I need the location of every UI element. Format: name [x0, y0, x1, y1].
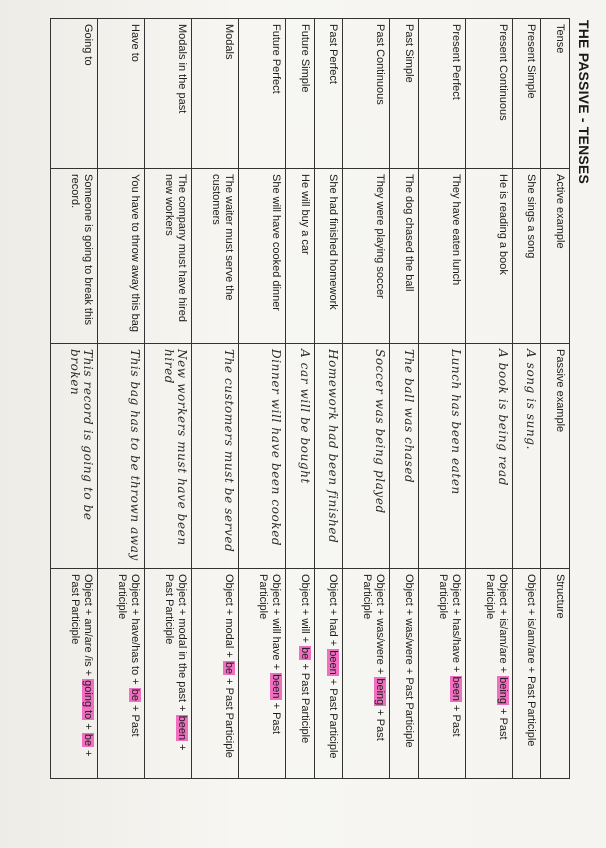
header-passive-example: Passive example [541, 344, 570, 569]
tense-cell: Future Simple [286, 19, 315, 169]
active-example-cell: They were playing soccer [343, 169, 390, 344]
highlighted-word: been [449, 676, 462, 701]
table-row [465, 19, 512, 779]
active-example-cell: You have to throw away this bag [98, 169, 145, 344]
active-example-cell: He is reading a book [465, 169, 512, 344]
structure-cell: Object + is/am/are + Past Participle [512, 569, 541, 779]
passive-example-cell: A song is sung. [512, 344, 541, 569]
highlighted-word: going to [82, 680, 95, 720]
header-active-example: Active example [541, 169, 570, 344]
active-example-cell: Someone is going to break this record. [51, 169, 98, 344]
header-tense: Tense [541, 19, 570, 169]
tense-cell: Past Simple [390, 19, 419, 169]
table-row [512, 19, 541, 779]
structure-cell: Object + will have + been + Past Participle [239, 569, 286, 779]
structure-cell: Object + modal + be + Past Participle [192, 569, 239, 779]
table-body [51, 19, 570, 779]
highlighted-word: been [176, 715, 189, 741]
tense-cell: Have to [98, 19, 145, 169]
active-example-cell: She sings a song [512, 169, 541, 344]
tense-cell: Modals in the past [145, 19, 192, 169]
highlighted-word: be [82, 733, 95, 747]
passive-example-cell: Dinner will have been cooked [239, 344, 286, 569]
active-example-cell: He will buy a car [286, 169, 315, 344]
passive-example-cell: Homework had been finished [314, 344, 343, 569]
table-row [390, 19, 419, 779]
active-example-cell: The dog chased the ball [390, 169, 419, 344]
tense-cell: Present Simple [512, 19, 541, 169]
passive-example-cell: Soccer was being played [343, 344, 390, 569]
highlighted-word: been [327, 650, 340, 675]
tense-cell: Modals [192, 19, 239, 169]
table-row [286, 19, 315, 779]
tense-cell: Present Continuous [465, 19, 512, 169]
structure-cell: Object + has/have + been + Past Participle [418, 569, 465, 779]
highlighted-word: be [129, 688, 142, 701]
structure-cell: Object + have/has to + be + Past Participle [98, 569, 145, 779]
page-title: THE PASSIVE - TENSES [576, 20, 592, 184]
active-example-cell: She had finished homework [314, 169, 343, 344]
highlighted-word: be [298, 647, 311, 660]
highlighted-word: being [496, 677, 509, 705]
structure-cell: Object + had + been + Past Participle [314, 569, 343, 779]
highlighted-word: be [223, 661, 236, 675]
table-row [192, 19, 239, 779]
structure-cell: Object + was/were + being + Past Participle [343, 569, 390, 779]
highlighted-word: being [374, 678, 387, 706]
passive-example-cell: Lunch has been eaten [418, 344, 465, 569]
table-row [343, 19, 390, 779]
active-example-cell: The waiter must serve the customers [192, 169, 239, 344]
highlighted-word: been [270, 674, 283, 699]
active-example-cell: They have eaten lunch [418, 169, 465, 344]
tense-cell: Going to [51, 19, 98, 169]
tense-cell: Past Continuous [343, 19, 390, 169]
passive-example-cell: A car will be bought [286, 344, 315, 569]
tense-cell: Past Perfect [314, 19, 343, 169]
active-example-cell: The company must have hired new workers [145, 169, 192, 344]
table-header-row [541, 19, 570, 779]
header-structure: Structure [541, 569, 570, 779]
table-row [314, 19, 343, 779]
passive-example-cell: This record is going to be broken [51, 344, 98, 569]
structure-cell: Object + am/are /is + going to + be + Past Participle [51, 569, 98, 779]
passive-example-cell: The customers must be served [192, 344, 239, 569]
table-row [51, 19, 98, 779]
structure-cell: Object + is/am/are + being + Past Participle [465, 569, 512, 779]
structure-cell: Object + was/were + Past Participle [390, 569, 419, 779]
passive-example-cell: The ball was chased [390, 344, 419, 569]
active-example-cell: She will have cooked dinner [239, 169, 286, 344]
tense-cell: Present Perfect [418, 19, 465, 169]
passive-example-cell: This bag has to be thrown away [98, 344, 145, 569]
structure-cell: Object + modal in the past + been + Past Participle [145, 569, 192, 779]
passive-example-cell: New workers must have been hired [145, 344, 192, 569]
passive-example-cell: A book is being read [465, 344, 512, 569]
table-row [418, 19, 465, 779]
tense-cell: Future Perfect [239, 19, 286, 169]
table-row [98, 19, 145, 779]
table-row [145, 19, 192, 779]
structure-cell: Object + will + be + Past Participle [286, 569, 315, 779]
passive-tenses-table [50, 18, 570, 779]
table-row [239, 19, 286, 779]
